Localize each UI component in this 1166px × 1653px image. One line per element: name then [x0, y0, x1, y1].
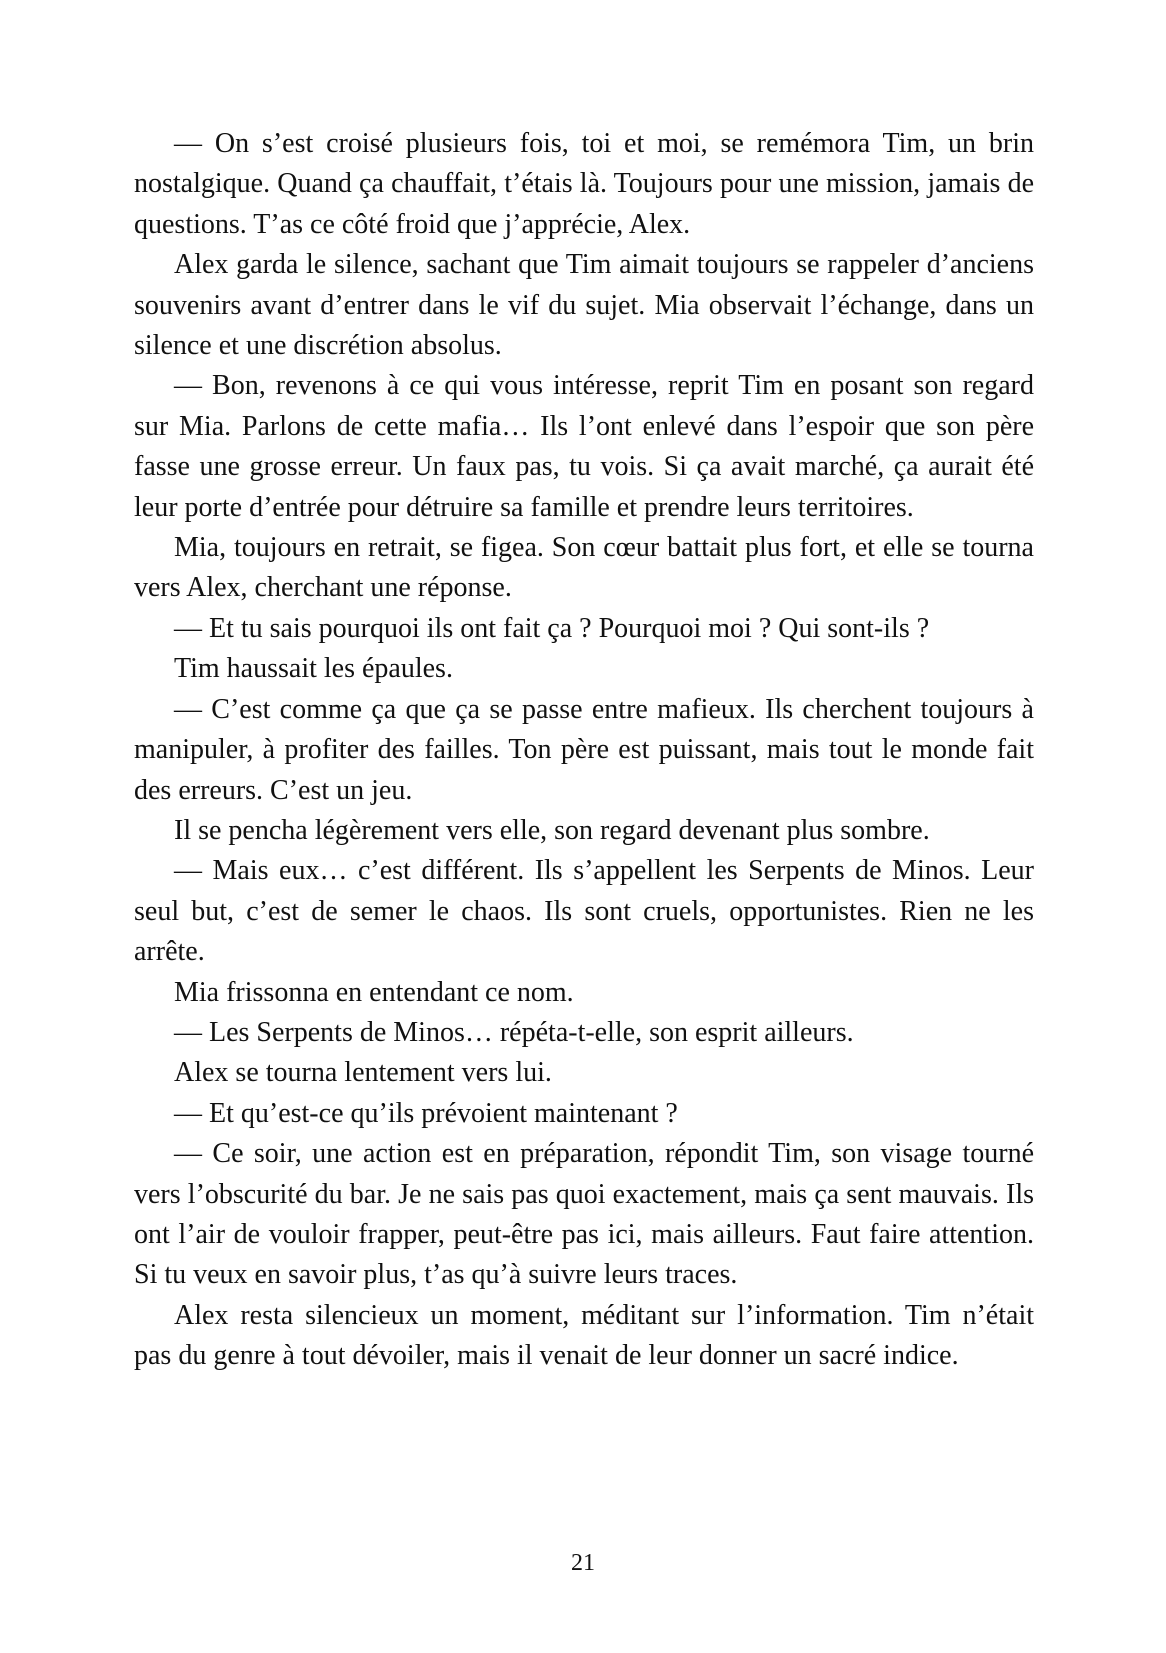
paragraph: — Mais eux… c’est différent. Ils s’appellent les Serpents de Minos. Leur seul but, c’est de semer le chaos. Ils sont cruels, opportunistes. Rien ne les arrête. [134, 855, 1034, 968]
paragraph: — Et qu’est-ce qu’ils prévoient maintenant ? [174, 1097, 678, 1129]
paragraph: Alex se tourna lentement vers lui. [174, 1057, 552, 1089]
paragraph: Alex garda le silence, sachant que Tim aimait toujours se rappeler d’anciens souvenirs avant d’entrer dans le vif du sujet. Mia observait l’échange, dans un silence et une discrétion absolus. [134, 249, 1034, 362]
paragraph: — Ce soir, une action est en préparation, répondit Tim, son visage tourné vers l’obscurité du bar. Je ne sais pas quoi exactement, mais ça sent mauvais. Ils ont l’air de vouloir frapper, peut-être pas ici, mais ailleurs. Faut faire attention. Si tu veux en savoir plus, t’as qu’à suivre leurs traces. [134, 1138, 1034, 1291]
paragraph: Il se pencha légèrement vers elle, son regard devenant plus sombre. [174, 814, 930, 846]
paragraph: Tim haussait les épaules. [174, 653, 453, 685]
paragraph: — Les Serpents de Minos… répéta-t-elle, son esprit ailleurs. [174, 1016, 854, 1048]
paragraph: Mia frissonna en entendant ce nom. [174, 976, 574, 1008]
paragraph: — On s’est croisé plusieurs fois, toi et moi, se remémora Tim, un brin nostalgique. Quand ça chauffait, t’étais là. Toujours pour une mission, jamais de questions. T’as ce côté froid que j’apprécie, Alex. [134, 128, 1034, 240]
paragraph: — Et tu sais pourquoi ils ont fait ça ? Pourquoi moi ? Qui sont-ils ? [174, 612, 930, 644]
paragraph: — Bon, revenons à ce qui vous intéresse, reprit Tim en posant son regard sur Mia. Parlons de cette mafia… Ils l’ont enlevé dans l’espoir que son père fasse une grosse erreur. Un faux pas, tu vois. Si ça avait marché, ça aurait été leur porte d’entrée pour détruire sa famille et prendre leurs territoires. [134, 370, 1034, 523]
body-text [134, 124, 1034, 1377]
paragraph: Alex resta silencieux un moment, méditant sur l’information. Tim n’était pas du genre à tout dévoiler, mais il venait de leur donner un sacré indice. [134, 1299, 1034, 1372]
page-number: 21 [571, 1550, 595, 1576]
paragraph: Mia, toujours en retrait, se figea. Son cœur battait plus fort, et elle se tourna vers Alex, cherchant une réponse. [134, 532, 1034, 604]
paragraph: — C’est comme ça que ça se passe entre mafieux. Ils cherchent toujours à manipuler, à profiter des failles. Ton père est puissant, mais tout le monde fait des erreurs. C’est un jeu. [134, 693, 1034, 806]
